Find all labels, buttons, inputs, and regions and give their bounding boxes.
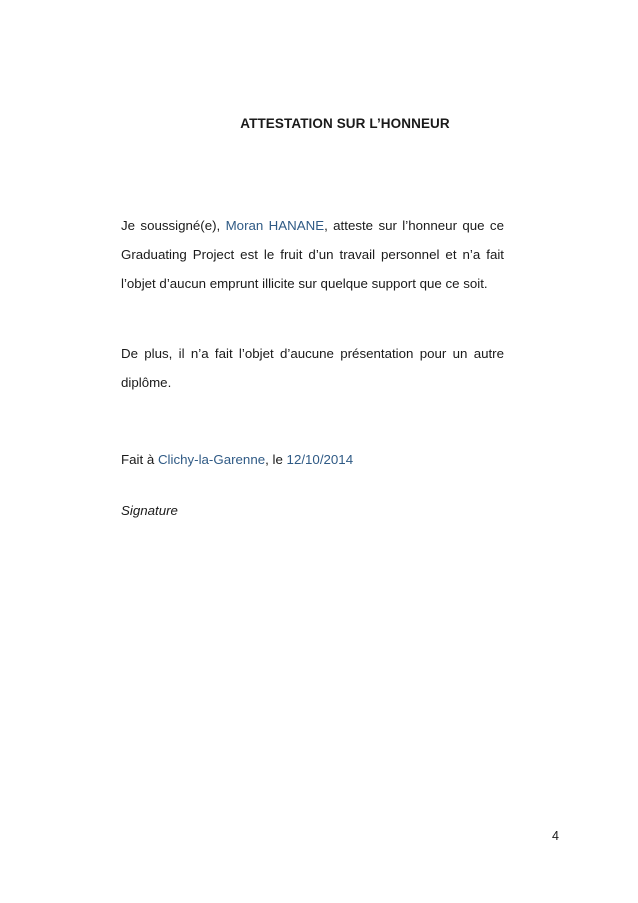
additional-statement-paragraph: De plus, il n’a fait l’objet d’aucune présentation pour un autre diplôme. <box>121 346 504 390</box>
place-date-line <box>121 445 504 474</box>
place-name: Clichy-la-Garenne <box>157 452 266 467</box>
document-title: ATTESTATION SUR L’HONNEUR <box>240 116 450 131</box>
paragraph-intro-text: Je soussigné(e), <box>121 218 226 233</box>
page-number: 4 <box>552 829 559 843</box>
place-prefix: Fait à <box>121 452 158 467</box>
attestation-paragraph <box>121 211 504 298</box>
document-date: 12/10/2014 <box>286 452 354 467</box>
paragraph-statement-text: , atteste sur l’honneur que ce Graduating Project est le fruit d’un travail personnel et n’a fait l’objet d’aucun emprunt illicite sur quelque support que ce soit. <box>121 218 504 291</box>
signature-label: Signature <box>121 503 178 518</box>
date-prefix: , le <box>265 452 287 467</box>
signatory-name: Moran HANANE <box>225 218 325 233</box>
